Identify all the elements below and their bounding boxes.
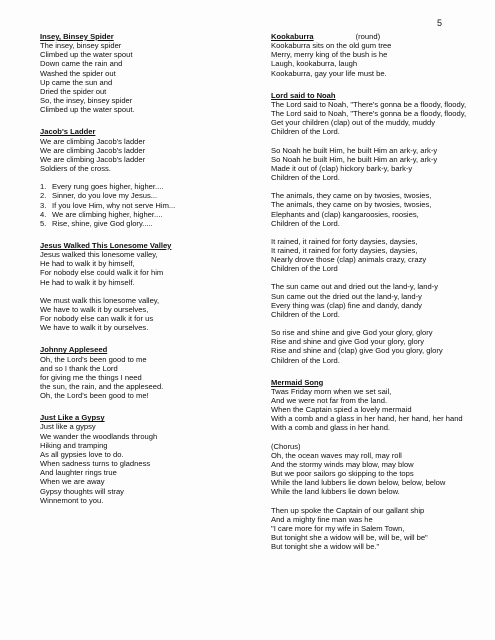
song-just-like-a-gypsy	[40, 413, 245, 505]
lyric-line: He had to walk it by himself.	[40, 277, 135, 287]
lyric-line: With a comb and glass in her hand.	[271, 423, 391, 433]
verse-text: Sinner, do you love my Jesus...	[52, 191, 158, 201]
chorus-label: (Chorus)	[271, 441, 301, 451]
song-subtitle: (round)	[355, 32, 381, 41]
lyric-line: Children of the Lord.	[271, 309, 340, 319]
lyric-line: Nearly drove those (clap) animals crazy, crazy	[271, 255, 427, 265]
lyric-line: So Noah he built Him, he built Him an ark-y, ark-y	[271, 145, 438, 155]
verse-number: 4.	[40, 209, 47, 219]
lyric-line: With a comb and a glass in her hand, her hand, her hand	[271, 414, 463, 424]
stanza	[40, 355, 245, 401]
verse-number: 5.	[40, 218, 47, 228]
lyric-line: The animals, they came on by twosies, twosies,	[271, 191, 432, 201]
lyric-line: It rained, it rained for forty daysies, daysies,	[271, 236, 418, 246]
lyric-line: Children of the Lord.	[271, 218, 340, 228]
lyric-line: And we were not far from the land.	[271, 396, 388, 405]
lyric-line: The Lord said to Noah, "There's gonna be a floody, floody,	[271, 109, 467, 119]
song-jacobs-ladder	[40, 127, 245, 228]
lyric-line: Oh, the Lord's been good to me	[40, 354, 147, 364]
lyric-line: for giving me the things I need	[40, 372, 142, 382]
stanza	[40, 137, 245, 174]
song-kookaburra	[271, 32, 486, 78]
lyric-line: Children of the Lord	[271, 264, 338, 274]
lyric-line: It rained, it rained for forty daysies, daysies,	[271, 245, 418, 255]
lyric-line: Get your children (clap) out of the muddy, muddy	[271, 118, 436, 128]
stanza	[271, 506, 486, 552]
song-title: Just Like a Gypsy	[40, 413, 105, 423]
song-title: Johnny Appleseed	[40, 345, 108, 355]
stanza	[40, 296, 245, 333]
stanza	[271, 282, 486, 319]
verse-item	[40, 182, 245, 191]
lyric-line: Oh, the ocean waves may roll, may roll	[271, 450, 402, 460]
lyric-line: and so I thank the Lord	[40, 363, 118, 373]
verse-item	[40, 219, 245, 228]
lyric-line: Children of the Lord.	[271, 173, 340, 183]
lyric-line: We are climbing Jacob's ladder	[40, 145, 146, 155]
song-insey-binsey-spider	[40, 32, 245, 114]
lyric-line: So Noah he built Him, he built Him an ark-y, ark-y	[271, 154, 438, 164]
stanza	[271, 328, 486, 365]
lyric-line: We are climbing Jacob's ladder	[40, 154, 146, 164]
lyric-line: Gypsy thoughts will stray	[40, 486, 124, 496]
lyric-line: "I care more for my wife in Salem Town,	[271, 523, 405, 533]
song-title: Lord said to Noah	[271, 90, 336, 100]
verse-number: 1.	[40, 182, 47, 192]
verse-item	[40, 191, 245, 200]
lyric-line: We are climbing Jacob's ladder	[40, 136, 146, 146]
lyric-line: Then up spoke the Captain of our gallant ship	[271, 505, 425, 515]
lyric-line: When sadness turns to gladness	[40, 459, 151, 469]
lyric-line: Dried the spider out	[40, 86, 107, 96]
lyric-line: But tonight she a widow will be, will be, will be"	[271, 533, 428, 543]
lyric-line: Just like a gypsy	[40, 422, 96, 432]
lyric-line: While the land lubbers lie down below, below, below	[271, 478, 446, 488]
lyric-line: We wander the woodlands through	[40, 431, 158, 441]
lyric-line: The insey, binsey spider	[40, 41, 122, 51]
verse-text: If you love Him, why not serve Him...	[52, 200, 176, 210]
lyric-line: Sun came out the dried out the land-y, land-y	[271, 291, 422, 301]
lyric-line: Hiking and tramping	[40, 440, 108, 450]
lyric-line: Winnemont to you.	[40, 495, 104, 505]
lyric-line: But tonight she a widow will be."	[271, 542, 380, 552]
song-jesus-walked-this-lonesome-valley	[40, 241, 245, 332]
lyric-line: We have to walk it by ourselves.	[40, 323, 149, 333]
song-title: Kookaburra	[271, 32, 314, 41]
lyric-line: Kookaburra sits on the old gum tree	[271, 41, 392, 51]
verse-text: Rise, shine, give God glory.....	[52, 218, 153, 228]
lyric-line: So, the insey, binsey spider	[40, 96, 133, 106]
song-title: Jesus Walked This Lonesome Valley	[40, 240, 172, 250]
stanza	[271, 387, 486, 433]
left-column	[40, 32, 245, 518]
verse-item	[40, 201, 245, 210]
lyric-line: Kookaburra, gay your life must be.	[271, 68, 387, 78]
lyric-line: For nobody else could walk it for him	[40, 268, 164, 278]
lyric-line: We have to walk it by ourselves,	[40, 304, 149, 314]
lyric-line: Oh, the Lord's been good to me!	[40, 391, 149, 401]
lyric-line: And the stormy winds may blow, may blow	[271, 459, 414, 469]
verse-list	[40, 182, 245, 228]
stanza	[271, 146, 486, 183]
song-title: Insey, Binsey Spider	[40, 32, 114, 41]
stanza	[40, 422, 245, 504]
lyric-line: Climbed up the water spout	[40, 50, 133, 60]
lyric-line: The sun came out and dried out the land-y, land-y	[271, 282, 439, 292]
lyric-line: Children of the Lord.	[271, 355, 340, 365]
lyric-line: Twas Friday morn when we set sail,	[271, 386, 392, 396]
right-column	[271, 32, 486, 564]
lyric-line: While the land lubbers lie down below.	[271, 487, 400, 497]
stanza	[271, 237, 486, 274]
song-title-row	[271, 32, 486, 41]
lyric-line: And a mighty fine man was he	[271, 514, 373, 524]
lyric-line: But we poor sailors go skipping to the tops	[271, 469, 414, 479]
lyric-line: We must walk this lonesome valley,	[40, 295, 160, 305]
lyric-line: Children of the Lord.	[271, 127, 340, 137]
song-title: Jacob's Ladder	[40, 127, 96, 137]
lyric-line: Merry, merry king of the bush is he	[271, 50, 388, 60]
lyric-line: For nobody else can walk it for us	[40, 314, 154, 324]
verse-number: 3.	[40, 200, 47, 210]
lyric-line: Climbed up the water spout.	[40, 105, 135, 115]
lyric-line: Jesus walked this lonesome valley,	[40, 250, 158, 260]
lyric-line: The Lord said to Noah, "There's gonna be a floody, floody,	[271, 99, 467, 109]
song-johnny-appleseed	[40, 345, 245, 400]
verse-number: 2.	[40, 191, 47, 201]
lyric-line: Up came the sun and	[40, 77, 113, 87]
song-mermaid-song	[271, 378, 486, 552]
lyric-line: And laughter rings true	[40, 468, 117, 478]
song-title: Mermaid Song	[271, 377, 324, 387]
stanza	[40, 41, 245, 114]
lyric-line: When the Captain spied a lovely mermaid	[271, 405, 412, 415]
verse-item	[40, 210, 245, 219]
stanza	[271, 100, 486, 137]
stanza	[271, 41, 486, 78]
verse-text: We are climbing higher, higher....	[52, 209, 163, 219]
lyric-line: Every thing was (clap) fine and dandy, dandy	[271, 300, 422, 310]
verse-text: Every rung goes higher, higher....	[52, 182, 164, 192]
lyric-line: the sun, the rain, and the appleseed.	[40, 382, 164, 391]
lyric-line: The animals, they came on by twosies, twosies,	[271, 200, 432, 210]
lyric-line: Soldiers of the cross.	[40, 164, 111, 174]
song-lord-said-to-noah	[271, 91, 486, 365]
lyric-line: When we are away	[40, 477, 105, 487]
lyric-line: Laugh, kookaburra, laugh	[271, 59, 358, 69]
lyric-line: As all gypsies love to do.	[40, 449, 124, 459]
lyric-line: Down came the rain and	[40, 59, 123, 69]
lyric-line: Rise and shine and (clap) give God you glory, glory	[271, 346, 443, 356]
lyric-line: Rise and shine and give God your glory, glory	[271, 337, 425, 347]
stanza	[40, 250, 245, 287]
page-number: 5	[437, 18, 443, 28]
lyric-line: He had to walk it by himself,	[40, 259, 135, 269]
stanza	[271, 442, 486, 497]
lyric-line: So rise and shine and give God your glory, glory	[271, 328, 433, 338]
lyric-line: Washed the spider out	[40, 68, 116, 78]
stanza	[271, 191, 486, 228]
lyric-line: Made it out of (clap) hickory bark-y, bark-y	[271, 163, 413, 173]
lyric-line: Elephants and (clap) kangaroosies, roosies,	[271, 209, 419, 219]
